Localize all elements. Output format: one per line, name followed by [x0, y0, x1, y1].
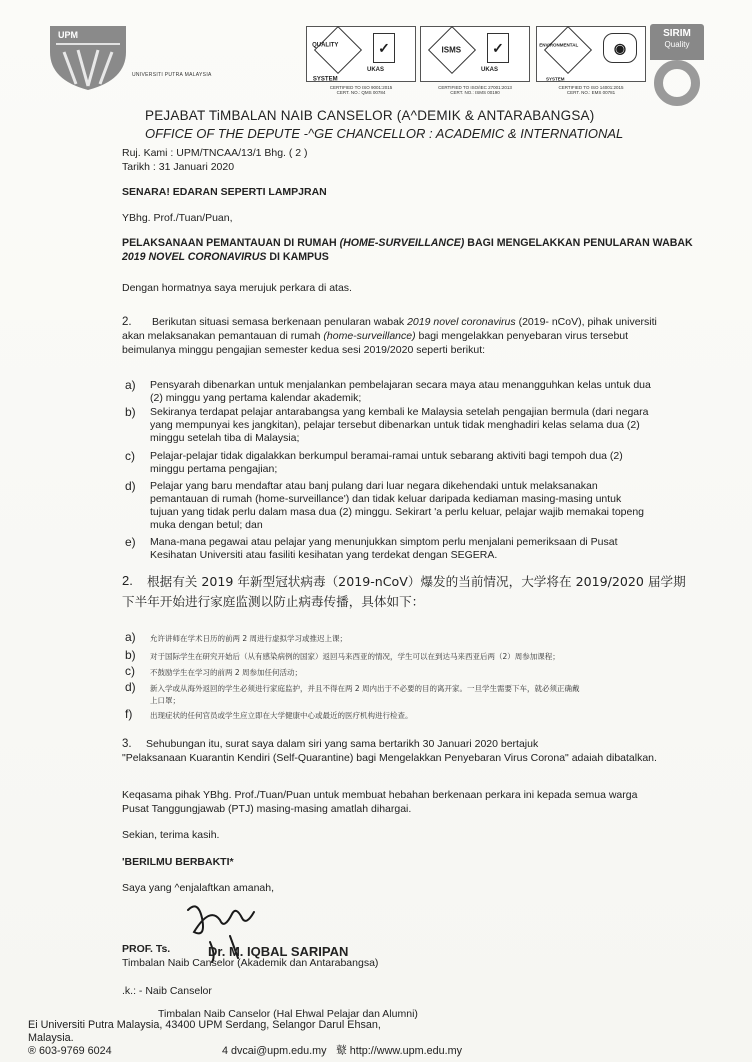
office-title-malay: PEJABAT TiMBALAN NAIB CANSELOR (A^DEMIK & ANTARABANGSA): [145, 108, 595, 123]
footer-email: 4 dvcai@upm.edu.my: [222, 1045, 327, 1057]
item-my-b-line-2: yang mempunyai kes jangkitan), pelajar tersebut dibenarkan untuk tidak menghadiri kelas selama dua (2): [150, 419, 640, 431]
subject-line-2: [122, 251, 329, 264]
item-my-d-line-4: muka dengan betul; dan: [150, 519, 263, 531]
thanks-line: Sekian, terima kasih.: [122, 829, 220, 841]
item-cn-c-label: c): [125, 664, 135, 678]
para2-cn-line-1: 根据有关 2019 年新型冠状病毒（2019-nCoV）爆发的当前情况，大学将在 2019/2020 届学期: [147, 574, 686, 589]
closing-para-line-1: Keqasama pihak YBhg. Prof./Tuan/Puan untuk membuat hebahan berkenaan perkara ini kepada semua warga: [122, 789, 638, 801]
closing-para-line-2: Pusat Tanggungjawab (PTJ) masing-masing amatlah dihargai.: [122, 803, 412, 815]
footer-phone: ® 603-9769 6024: [28, 1045, 112, 1057]
item-my-a-line-2: (2) minggu yang pertama kalendar akademik;: [150, 392, 362, 404]
item-cn-f-label: f): [125, 707, 133, 721]
cert-isms-badge: [420, 26, 530, 95]
item-my-c-line-2: minggu pertama pengajian;: [150, 463, 278, 475]
sirim-label: SIRIM: [663, 28, 691, 39]
para2-cn-line-2: 下半年开始进行家庭监测以防止病毒传播，具体如下：: [122, 594, 425, 609]
item-my-c-line-1: Pelajar-pelajar tidak digalakkan berkumpul beramai-ramai untuk sebarang aktiviti bagi tempoh dua (2): [150, 450, 623, 462]
reference-number: Ruj. Kami : UPM/TNCAA/13/1 Bhg. ( 2 ): [122, 147, 308, 159]
item-my-d-label: d): [125, 479, 136, 493]
subject-line-2-italic: 2019 NOVEL CORONAVIRUS: [122, 251, 267, 263]
para2-line-2: [122, 330, 628, 344]
trust-line: Saya yang ^enjalaftkan amanah,: [122, 882, 275, 894]
ukas-check-icon-2: ✓: [487, 33, 509, 63]
item-cn-b-line-1: 对于国际学生在研究开始后（从有感染病例的国家）返回马来西亚的情况，学生可以在到达马来西亚后两（2）周参加课程；: [150, 652, 560, 661]
signatory-title: PROF. Ts.: [122, 943, 171, 955]
footer-country: Malaysia.: [28, 1032, 74, 1044]
para2-line-2a: akan melaksanakan pemantauan di rumah: [122, 330, 324, 342]
item-cn-b-label: b): [125, 648, 136, 662]
item-cn-a-line-1: 允许讲师在学术日历的前两 2 周进行虚拟学习或推迟上课；: [150, 634, 348, 643]
cert-quality-badge: [306, 26, 416, 95]
para2-cn-number: 2.: [122, 573, 133, 588]
signatory-name: Dr. M. IQBAL SARIPAN: [208, 944, 349, 959]
ukas-check-icon: ✓: [373, 33, 395, 63]
upm-tagline: UNIVERSITI PUTRA MALAYSIA: [132, 72, 212, 78]
recipients-line: SENARA! EDARAN SEPERTI LAMPJRAN: [122, 186, 327, 198]
item-my-a-label: a): [125, 378, 136, 392]
opening-sentence: Dengan hormatnya saya merujuk perkara di atas.: [122, 282, 352, 294]
item-cn-f-line-1: 出现症状的任何官员或学生应立即在大学健康中心或最近的医疗机构进行检查。: [150, 711, 413, 720]
cert-isms-caption-1: CERTIFIED TO ISO/IEC 27001:2013: [438, 85, 512, 90]
item-my-c-label: c): [125, 449, 135, 463]
ukas-label: UKAS: [367, 67, 385, 73]
salutation: YBhg. Prof./Tuan/Puan,: [122, 212, 233, 224]
para2-line-1: [152, 316, 657, 330]
item-my-b-line-3: minggu setelah tiba di Malaysia;: [150, 432, 300, 444]
para3-line-2: "Pelaksanaan Kuarantin Kendiri (Self-Quarantine) bagi Mengelakkan Penyebaran Virus Corona" adaiah dibatalkan.: [122, 752, 657, 764]
item-cn-d-label: d): [125, 680, 136, 694]
item-my-b-line-1: Sekiranya terdapat pelajar antarabangsa yang kembali ke Malaysia setelah pengajian bermula (dari negara: [150, 406, 649, 418]
item-cn-c-line-1: 不鼓励学生在学习的前两 2 周参加任何活动；: [150, 668, 303, 677]
item-my-e-label: e): [125, 535, 136, 549]
cert-quality-caption-1: CERTIFIED TO ISO 9001:2015: [329, 85, 393, 90]
footer-web: 鼙 http://www.upm.edu.my: [336, 1045, 463, 1057]
item-my-e-line-1: Mana-mana pegawai atau pelajar yang menunjukkan simptom perlu menjalani pemeriksaan di Pusat: [150, 536, 618, 548]
para2-line-3: beimulanya minggu pengajian semester kedua sesi 2019/2020 seperti berikut:: [122, 344, 486, 356]
letter-date: Tarikh : 31 Januari 2020: [122, 161, 235, 173]
motto-line: 'BERILMU BERBAKTI*: [122, 856, 234, 868]
para2-number: 2.: [122, 316, 132, 328]
upm-logo-text: UPM: [58, 30, 78, 40]
item-cn-d-line-2: 上口罩；: [150, 696, 180, 705]
sirim-quality-label: Quality: [664, 40, 690, 49]
item-my-d-line-3: tujuan yang tidak perlu dalam masa dua (2) minggu. Sekirart 'a perlu keluar, pelajar wajib memakai topeng: [150, 506, 645, 518]
item-my-e-line-2: Kesihatan Universiti atau fasiliti kesihatan yang terdekat dengan SEGERA.: [150, 549, 498, 561]
item-cn-a-label: a): [125, 630, 136, 644]
item-my-b-label: b): [125, 405, 136, 419]
iqnet-seal-icon: ◉: [603, 33, 637, 63]
subject-line-1: [122, 237, 693, 250]
subject-line-2-rest: DI KAMPUS: [266, 251, 329, 263]
item-my-d-line-1: Pelajar yang baru mendaftar atau banj pulang dari luar negara dikehendaki untuk melaksanakan: [150, 480, 598, 492]
subject-part-1: PELAKSANAAN PEMANTAUAN DI RUMAH: [122, 237, 340, 249]
para2-line-2b: bagi mengelakkan penyebaran virus tersebut: [415, 330, 629, 342]
item-my-d-line-2: pemantauan di rumah (home-surveillance') dan tidak keluar daripada kediaman masing-masing untuk: [150, 493, 622, 505]
cert-isms-label: ISMS: [441, 45, 462, 55]
cert-environment-label: ENVIRONMENTAL SYSTEM: [539, 42, 579, 82]
sirim-q-icon: [654, 60, 700, 106]
para2-line-2-italic: (home-surveillance): [323, 330, 416, 342]
cert-environment-badge: [536, 26, 646, 95]
cert-quality-caption-2: CERT. NO.: QMS 00784: [336, 90, 386, 95]
cc-line-1: .k.: - Naib Canselor: [122, 985, 212, 997]
cert-quality-label: QUALITY SYSTEM: [312, 42, 339, 83]
para3-line-1: Sehubungan itu, surat saya dalam siri yang sama bertarikh 30 Januari 2020 bertajuk: [146, 738, 539, 750]
cert-environment-caption-2: CERT. NO.: EMS 00781: [566, 90, 616, 95]
ukas-label-2: UKAS: [481, 67, 499, 73]
office-title-english: OFFICE OF THE DEPUTE -^GE CHANCELLOR : ACADEMIC & INTERNATIONAL: [145, 126, 624, 141]
para2-line-1b: (2019- nCoV), pihak universiti: [515, 316, 657, 328]
para2-line-1-italic: 2019 novel coronavirus: [407, 316, 516, 328]
para2-line-1a: Berikutan situasi semasa berkenaan penularan wabak: [152, 316, 408, 328]
para3-number: 3.: [122, 738, 132, 750]
item-my-a-line-1: Pensyarah dibenarkan untuk menjalankan pembelajaran secara maya atau menangguhkan kelas untuk dua: [150, 379, 651, 391]
cc-line-2: Timbalan Naib Canselor (Hal Ehwal Pelajar dan Alumni): [158, 1008, 418, 1020]
signatory-position: Timbalan Naib Canselor (Akademik dan Antarabangsa): [122, 957, 379, 969]
subject-part-2: BAGI MENGELAKKAN PENULARAN WABAK: [464, 237, 693, 249]
sirim-quality-logo: [650, 24, 704, 106]
item-cn-d-line-1: 新入学或从海外返回的学生必须进行家庭监护，并且不得在两 2 周内出于不必要的目的离开家。一旦学生需要下车，就必须正确戴: [150, 684, 580, 693]
cert-isms-caption-2: CERT. NO.: ISMS 00190: [450, 90, 500, 95]
subject-part-1-italic: (HOME-SURVEILLANCE): [339, 237, 465, 249]
footer-address: Ei Universiti Putra Malaysia, 43400 UPM Serdang, Selangor Darul Ehsan,: [28, 1019, 381, 1031]
cert-environment-caption-1: CERTIFIED TO ISO 14001:2015: [558, 85, 624, 90]
